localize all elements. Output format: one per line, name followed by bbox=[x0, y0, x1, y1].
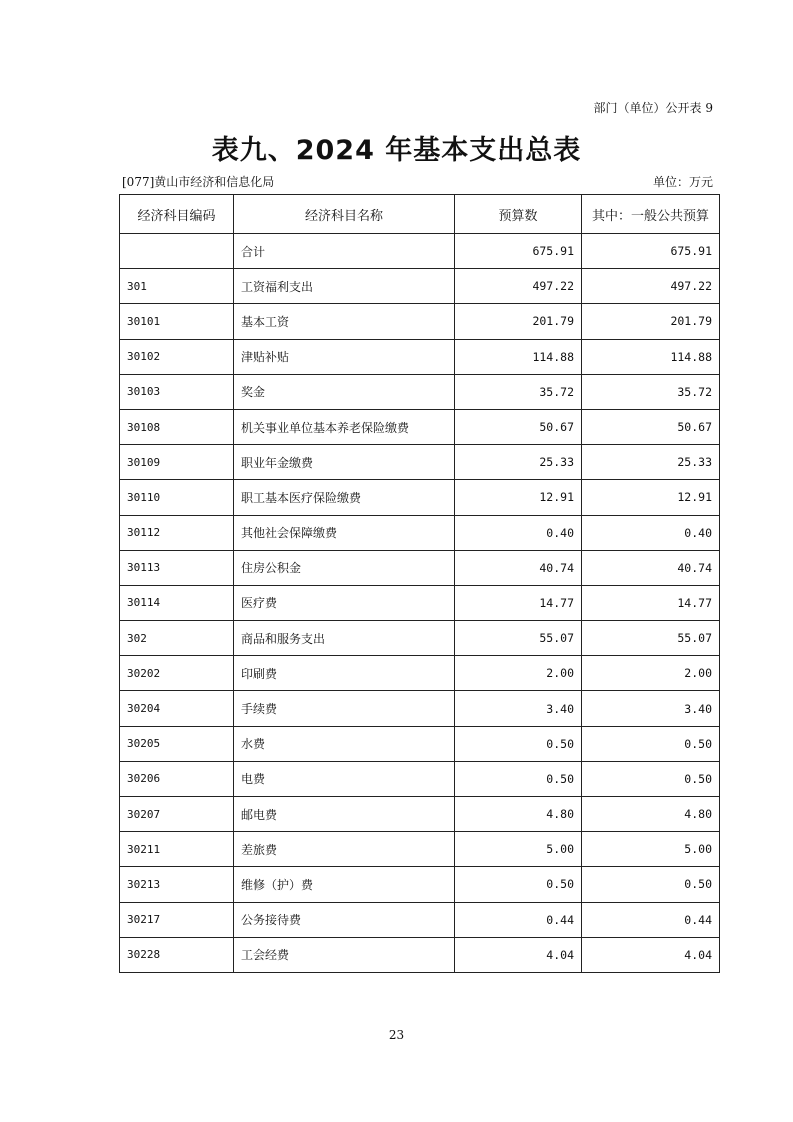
cell-general-budget: 12.91 bbox=[582, 480, 720, 515]
table-row bbox=[120, 339, 720, 374]
cell-code: 301 bbox=[120, 269, 234, 304]
page-number: 23 bbox=[388, 1028, 405, 1042]
cell-general-budget: 114.88 bbox=[582, 339, 720, 374]
table-row bbox=[120, 656, 720, 691]
table-body bbox=[120, 234, 720, 973]
cell-budget: 4.80 bbox=[455, 797, 582, 832]
cell-code: 302 bbox=[120, 621, 234, 656]
cell-budget: 0.50 bbox=[455, 867, 582, 902]
cell-budget: 50.67 bbox=[455, 409, 582, 444]
cell-name: 手续费 bbox=[234, 691, 455, 726]
table-row bbox=[120, 691, 720, 726]
cell-budget: 0.50 bbox=[455, 726, 582, 761]
cell-general-budget: 0.50 bbox=[582, 867, 720, 902]
cell-general-budget: 3.40 bbox=[582, 691, 720, 726]
cell-code: 30207 bbox=[120, 797, 234, 832]
cell-name: 公务接待费 bbox=[234, 902, 455, 937]
cell-code: 30202 bbox=[120, 656, 234, 691]
cell-code: 30228 bbox=[120, 937, 234, 972]
cell-name: 机关事业单位基本养老保险缴费 bbox=[234, 409, 455, 444]
table-row bbox=[120, 374, 720, 409]
cell-name: 水费 bbox=[234, 726, 455, 761]
column-header-general-budget: 其中：一般公共预算 bbox=[582, 195, 720, 234]
cell-code: 30102 bbox=[120, 339, 234, 374]
table-row bbox=[120, 761, 720, 796]
cell-code: 30114 bbox=[120, 585, 234, 620]
cell-code: 30205 bbox=[120, 726, 234, 761]
cell-general-budget: 4.04 bbox=[582, 937, 720, 972]
cell-general-budget: 2.00 bbox=[582, 656, 720, 691]
cell-general-budget: 14.77 bbox=[582, 585, 720, 620]
table-row bbox=[120, 867, 720, 902]
cell-budget: 0.50 bbox=[455, 761, 582, 796]
table-row bbox=[120, 550, 720, 585]
cell-general-budget: 0.44 bbox=[582, 902, 720, 937]
cell-budget: 201.79 bbox=[455, 304, 582, 339]
cell-budget: 2.00 bbox=[455, 656, 582, 691]
cell-budget: 55.07 bbox=[455, 621, 582, 656]
cell-name: 奖金 bbox=[234, 374, 455, 409]
cell-budget: 0.40 bbox=[455, 515, 582, 550]
department-label: [077]黄山市经济和信息化局 bbox=[122, 175, 275, 189]
cell-general-budget: 40.74 bbox=[582, 550, 720, 585]
form-code-label: 部门（单位）公开表 9 bbox=[593, 101, 713, 115]
cell-general-budget: 497.22 bbox=[582, 269, 720, 304]
cell-general-budget: 675.91 bbox=[582, 234, 720, 269]
cell-code: 30217 bbox=[120, 902, 234, 937]
cell-code: 30109 bbox=[120, 445, 234, 480]
table-row bbox=[120, 937, 720, 972]
cell-code: 30204 bbox=[120, 691, 234, 726]
cell-name: 差旅费 bbox=[234, 832, 455, 867]
cell-general-budget: 4.80 bbox=[582, 797, 720, 832]
cell-budget: 12.91 bbox=[455, 480, 582, 515]
table-header-row bbox=[120, 195, 720, 234]
cell-general-budget: 0.40 bbox=[582, 515, 720, 550]
cell-budget: 4.04 bbox=[455, 937, 582, 972]
cell-general-budget: 55.07 bbox=[582, 621, 720, 656]
cell-code: 30211 bbox=[120, 832, 234, 867]
cell-name: 电费 bbox=[234, 761, 455, 796]
cell-name: 其他社会保障缴费 bbox=[234, 515, 455, 550]
column-header-budget: 预算数 bbox=[455, 195, 582, 234]
cell-code: 30110 bbox=[120, 480, 234, 515]
table-row bbox=[120, 445, 720, 480]
cell-budget: 3.40 bbox=[455, 691, 582, 726]
cell-name: 印刷费 bbox=[234, 656, 455, 691]
cell-name: 工会经费 bbox=[234, 937, 455, 972]
cell-name: 工资福利支出 bbox=[234, 269, 455, 304]
cell-budget: 25.33 bbox=[455, 445, 582, 480]
cell-name: 基本工资 bbox=[234, 304, 455, 339]
cell-name: 医疗费 bbox=[234, 585, 455, 620]
cell-code bbox=[120, 234, 234, 269]
cell-name: 职业年金缴费 bbox=[234, 445, 455, 480]
cell-name: 合计 bbox=[234, 234, 455, 269]
cell-code: 30108 bbox=[120, 409, 234, 444]
cell-name: 职工基本医疗保险缴费 bbox=[234, 480, 455, 515]
table-row bbox=[120, 304, 720, 339]
table-row bbox=[120, 480, 720, 515]
cell-budget: 114.88 bbox=[455, 339, 582, 374]
table-row bbox=[120, 409, 720, 444]
cell-general-budget: 201.79 bbox=[582, 304, 720, 339]
table-row bbox=[120, 902, 720, 937]
page-title: 表九、2024 年基本支出总表 bbox=[211, 135, 582, 166]
cell-code: 30101 bbox=[120, 304, 234, 339]
table-row bbox=[120, 269, 720, 304]
cell-name: 维修（护）费 bbox=[234, 867, 455, 902]
cell-name: 住房公积金 bbox=[234, 550, 455, 585]
cell-name: 邮电费 bbox=[234, 797, 455, 832]
cell-code: 30206 bbox=[120, 761, 234, 796]
cell-budget: 40.74 bbox=[455, 550, 582, 585]
cell-name: 商品和服务支出 bbox=[234, 621, 455, 656]
column-header-code: 经济科目编码 bbox=[120, 195, 234, 234]
cell-general-budget: 35.72 bbox=[582, 374, 720, 409]
cell-budget: 675.91 bbox=[455, 234, 582, 269]
column-header-name: 经济科目名称 bbox=[234, 195, 455, 234]
cell-general-budget: 0.50 bbox=[582, 761, 720, 796]
cell-general-budget: 5.00 bbox=[582, 832, 720, 867]
cell-budget: 0.44 bbox=[455, 902, 582, 937]
table-row bbox=[120, 832, 720, 867]
table-row bbox=[120, 621, 720, 656]
cell-code: 30112 bbox=[120, 515, 234, 550]
cell-general-budget: 0.50 bbox=[582, 726, 720, 761]
cell-name: 津贴补贴 bbox=[234, 339, 455, 374]
cell-budget: 14.77 bbox=[455, 585, 582, 620]
cell-budget: 497.22 bbox=[455, 269, 582, 304]
cell-budget: 5.00 bbox=[455, 832, 582, 867]
cell-code: 30103 bbox=[120, 374, 234, 409]
cell-general-budget: 50.67 bbox=[582, 409, 720, 444]
cell-general-budget: 25.33 bbox=[582, 445, 720, 480]
cell-code: 30213 bbox=[120, 867, 234, 902]
table-row bbox=[120, 797, 720, 832]
unit-label: 单位：万元 bbox=[652, 175, 713, 189]
cell-code: 30113 bbox=[120, 550, 234, 585]
table-row bbox=[120, 234, 720, 269]
basic-expenditure-table bbox=[119, 194, 720, 973]
table-row bbox=[120, 515, 720, 550]
table-row bbox=[120, 726, 720, 761]
table-row bbox=[120, 585, 720, 620]
cell-budget: 35.72 bbox=[455, 374, 582, 409]
